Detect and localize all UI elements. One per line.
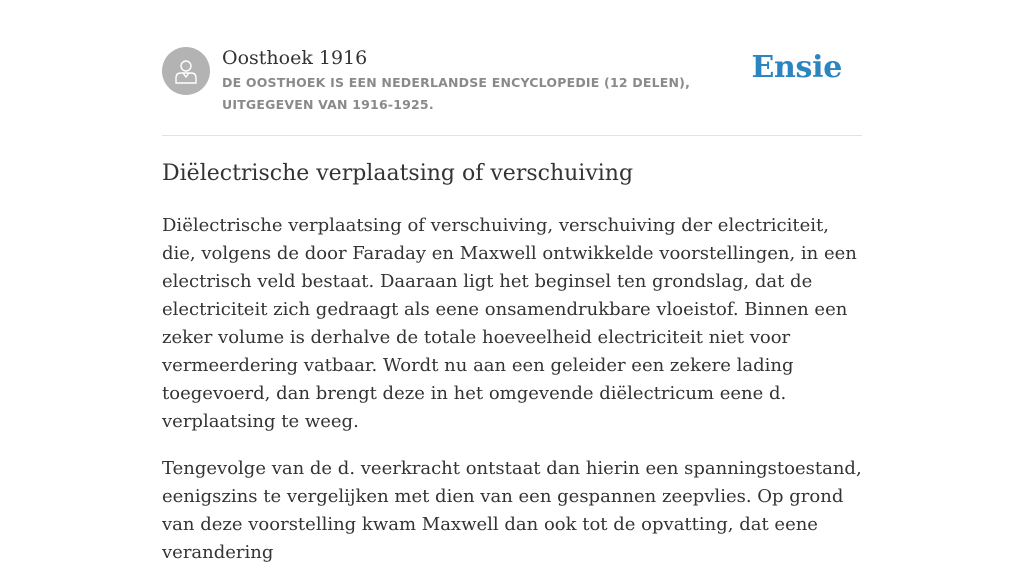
article-body <box>162 212 862 586</box>
user-icon <box>172 57 200 85</box>
source-title[interactable]: Oosthoek 1916 <box>222 47 368 69</box>
article-paragraph: Diëlectrische verplaatsing of verschuiving, verschuiving der electriciteit, die, volgens de door Faraday en Maxwell ontwikkelde voorstellingen, in een electrisch veld bestaat. Daaraan ligt het beginsel ten grondslag, dat de electriciteit zich gedraagt als eene onsamendrukbare vloeistof. Binnen een zeker volume is derhalve de totale hoeveelheid electriciteit niet voor vermeerdering vatbaar. Wordt nu aan een geleider een zekere lading toegevoerd, dan brengt deze in het omgevende diëlectricum eene d. verplaatsing te weeg. <box>162 215 857 432</box>
source-description: DE OOSTHOEK IS EEN NEDERLANDSE ENCYCLOPEDIE (12 DELEN), UITGEGEVEN VAN 1916-1925. <box>222 75 691 112</box>
article-title: Diëlectrische verplaatsing of verschuiving <box>162 161 634 186</box>
source-header <box>162 46 862 116</box>
brand-logo[interactable]: Ensie <box>751 50 842 85</box>
avatar[interactable] <box>162 47 210 95</box>
article-paragraph: Tengevolge van de d. veerkracht ontstaat dan hierin een spanningstoestand, eenigszins te vergelijken met dien van een gespannen zeepvlies. Op grond van deze voorstelling kwam Maxwell dan ook tot de opvatting, dat eene verandering <box>162 458 862 563</box>
header-divider <box>162 135 862 136</box>
